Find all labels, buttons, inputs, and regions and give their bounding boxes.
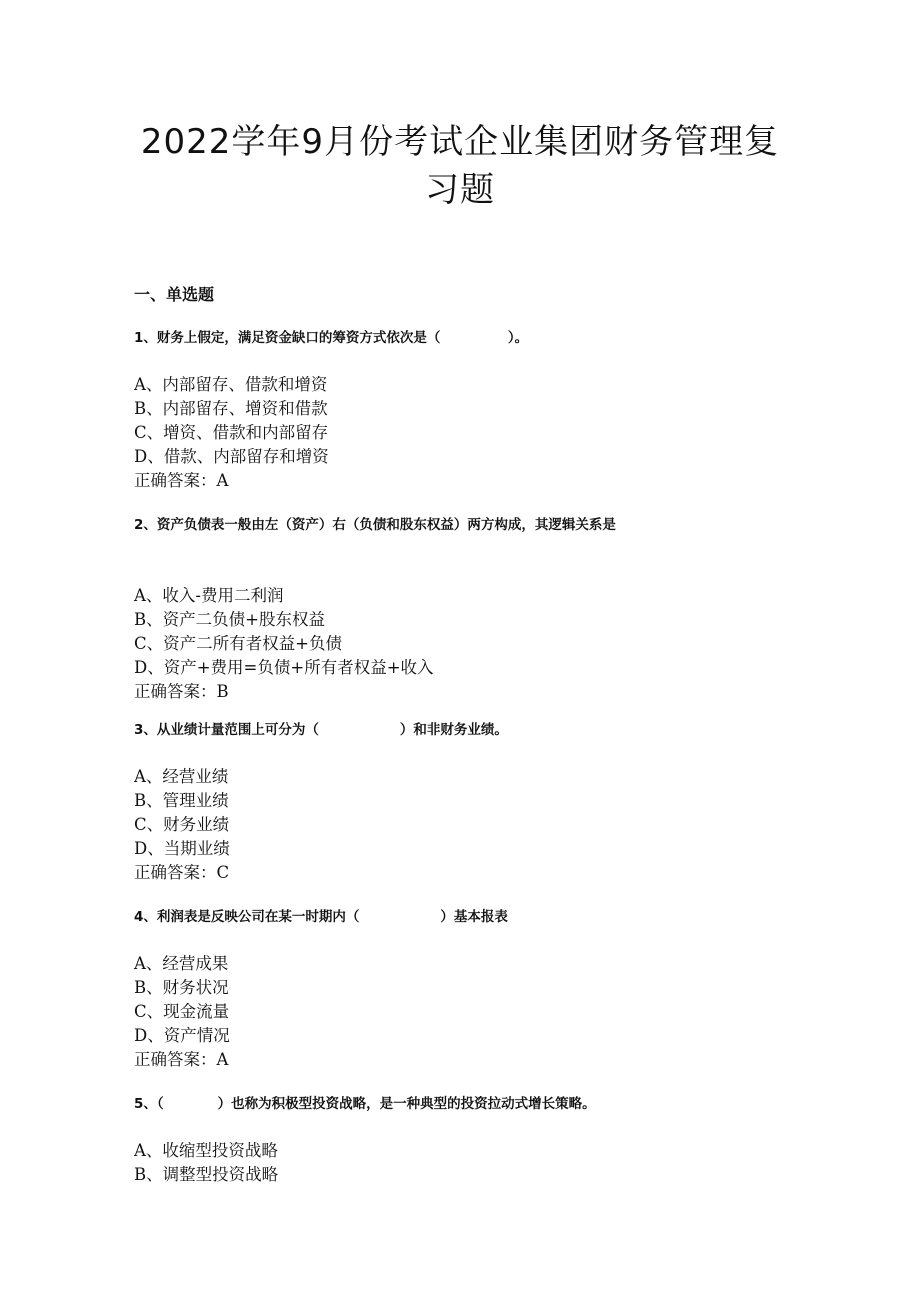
question-2 [134, 515, 834, 704]
option-a: A、经营业绩 [134, 767, 229, 786]
option-list [134, 373, 834, 493]
option-a: A、收缩型投资战略 [134, 1141, 278, 1160]
question-stem: 5、（ ）也称为积极型投资战略，是一种典型的投资拉动式增长策略。 [134, 1096, 596, 1112]
question-stem: 1、财务上假定，满足资金缺口的筹资方式依次是（ ）。 [134, 330, 529, 346]
option-b: B、调整型投资战略 [134, 1165, 279, 1184]
option-list [134, 584, 834, 704]
option-a: A、收入-费用二利润 [134, 586, 284, 605]
correct-answer: 正确答案：C [134, 863, 230, 882]
option-d: D、当期业绩 [134, 839, 230, 858]
option-list [134, 765, 834, 885]
section-heading: 一、单选题 [134, 285, 215, 304]
title-line-2: 习题 [425, 170, 495, 210]
option-b: B、资产二负债+股东权益 [134, 610, 325, 629]
option-d: D、资产情况 [134, 1026, 230, 1045]
question-stem: 4、利润表是反映公司在某一时期内（ ）基本报表 [134, 909, 508, 925]
document-title [130, 118, 790, 214]
correct-answer: 正确答案：A [134, 471, 229, 490]
question-5 [134, 1094, 834, 1187]
correct-answer: 正确答案：A [134, 1050, 229, 1069]
option-c: C、现金流量 [134, 1002, 230, 1021]
question-3 [134, 720, 834, 885]
option-b: B、管理业绩 [134, 791, 229, 810]
option-c: C、增资、借款和内部留存 [134, 423, 329, 442]
correct-answer: 正确答案：B [134, 682, 229, 701]
question-stem: 2、资产负债表一般由左（资产）右（负债和股东权益）两方构成，其逻辑关系是 [134, 517, 616, 533]
option-a: A、内部留存、借款和增资 [134, 375, 328, 394]
question-1 [134, 328, 834, 493]
question-stem: 3、从业绩计量范围上可分为（ ）和非财务业绩。 [134, 722, 508, 738]
title-line-1: 2022学年9月份考试企业集团财务管理复 [140, 122, 780, 162]
option-list [134, 1139, 834, 1187]
option-d: D、借款、内部留存和增资 [134, 447, 329, 466]
option-b: B、财务状况 [134, 978, 229, 997]
option-d: D、资产+费用=负债+所有者权益+收入 [134, 658, 434, 677]
option-c: C、资产二所有者权益+负债 [134, 634, 342, 653]
option-a: A、经营成果 [134, 954, 229, 973]
option-list [134, 952, 834, 1072]
option-b: B、内部留存、增资和借款 [134, 399, 328, 418]
question-4 [134, 907, 834, 1072]
option-c: C、财务业绩 [134, 815, 230, 834]
